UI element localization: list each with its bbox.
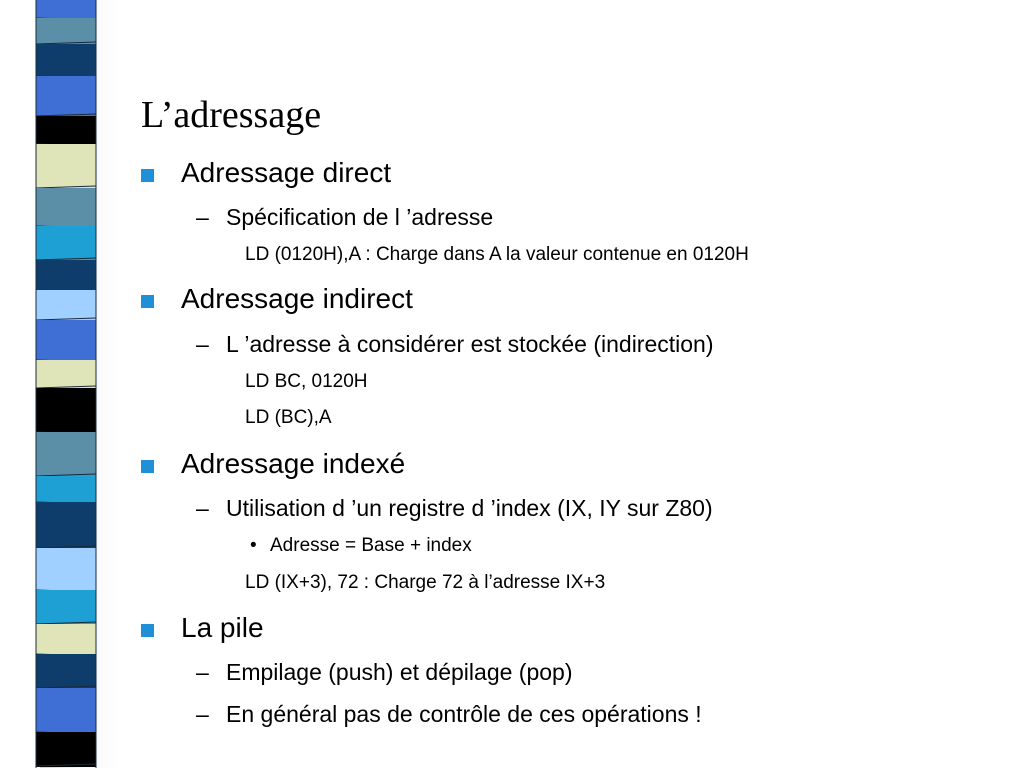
code-example: LD (0120H),A : Charge dans A la valeur contenue en 0120H xyxy=(245,244,749,265)
sub-item-text: Utilisation d ’un registre d ’index (IX, IY sur Z80) xyxy=(226,495,713,521)
strip-band xyxy=(36,290,96,321)
section-heading-text: Adressage indirect xyxy=(181,283,413,314)
strip-band xyxy=(36,432,96,477)
section-heading-direct xyxy=(181,157,391,189)
strip-band xyxy=(36,116,96,145)
bullet-item-text: Adresse = Base + index xyxy=(270,535,472,556)
decorative-color-strip xyxy=(30,0,106,768)
strip-band xyxy=(36,624,96,655)
section-heading-indexed xyxy=(181,448,405,480)
slide-title: L’adressage xyxy=(141,94,322,136)
strip-band xyxy=(36,0,96,19)
sub-item xyxy=(196,494,713,522)
strip-band xyxy=(36,144,96,189)
code-example: LD BC, 0120H xyxy=(245,371,368,392)
strip-band xyxy=(36,18,96,45)
strip-band xyxy=(36,320,96,361)
strip-band xyxy=(36,688,96,733)
strip-band xyxy=(36,654,96,689)
section-heading-indirect xyxy=(181,283,413,315)
square-bullet-icon xyxy=(141,295,154,308)
strip-band xyxy=(36,44,96,77)
strip-band xyxy=(36,548,96,591)
dash-marker: – xyxy=(196,701,209,727)
strip-band xyxy=(36,476,96,503)
sub-item-text: En général pas de contrôle de ces opérations ! xyxy=(226,701,702,727)
sub-item-text: Empilage (push) et dépilage (pop) xyxy=(226,659,573,685)
strip-band xyxy=(36,188,96,227)
strip-band xyxy=(36,590,96,625)
sub-item xyxy=(196,203,494,231)
sub-item xyxy=(196,330,714,358)
square-bullet-icon xyxy=(141,624,154,637)
section-heading-text: La pile xyxy=(181,612,264,643)
dash-marker: – xyxy=(196,331,209,357)
sub-item xyxy=(196,658,573,686)
strip-band xyxy=(36,388,96,433)
dash-marker: – xyxy=(196,495,209,521)
strip-band xyxy=(36,732,96,767)
code-example: LD (IX+3), 72 : Charge 72 à l’adresse IX+3 xyxy=(245,572,606,593)
strip-band xyxy=(36,360,96,389)
dash-marker: – xyxy=(196,659,209,685)
strip-band xyxy=(36,76,96,117)
square-bullet-icon xyxy=(141,169,154,182)
strip-band xyxy=(36,502,96,549)
strip-band xyxy=(36,226,96,261)
sub-item xyxy=(196,700,702,728)
dash-marker: – xyxy=(196,204,209,230)
color-strip-graphic xyxy=(30,0,106,768)
section-heading-text: Adressage direct xyxy=(181,157,392,188)
square-bullet-icon xyxy=(141,460,154,473)
strip-band xyxy=(36,260,96,291)
bullet-item xyxy=(250,534,472,558)
code-example: LD (BC),A xyxy=(245,407,332,428)
dot-marker: • xyxy=(250,535,257,556)
section-heading-stack xyxy=(181,612,264,644)
section-heading-text: Adressage indexé xyxy=(181,448,406,479)
sub-item-text: Spécification de l ’adresse xyxy=(226,204,494,230)
sub-item-text: L ’adresse à considérer est stockée (indirection) xyxy=(226,331,714,357)
